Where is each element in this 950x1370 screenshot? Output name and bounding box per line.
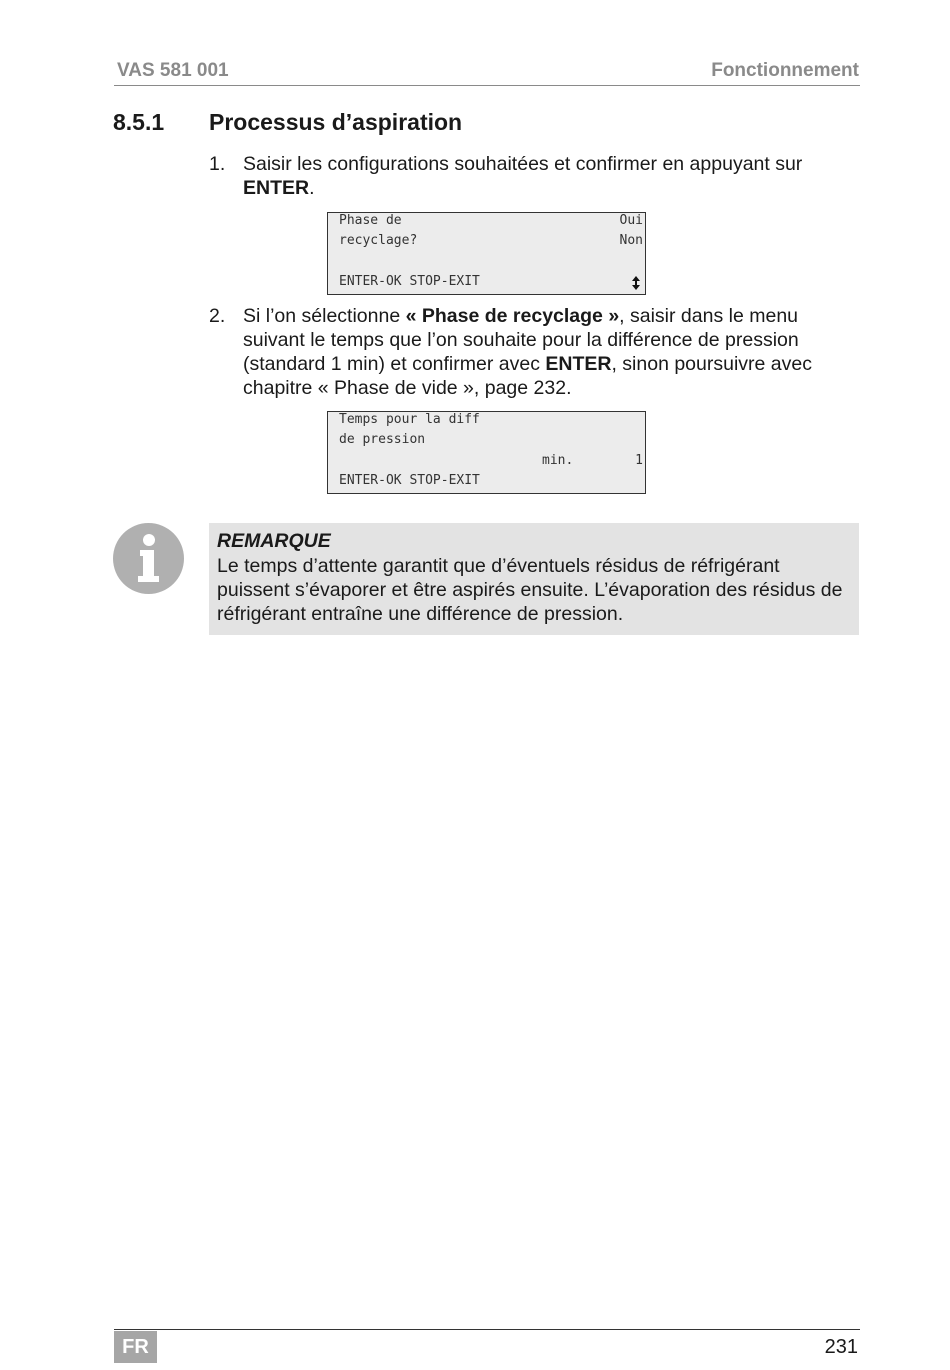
note-title: REMARQUE: [217, 530, 331, 552]
page-number: 231: [824, 1336, 858, 1358]
footer-divider: [114, 1329, 860, 1330]
step-text: [243, 152, 853, 200]
step-text-bold: ENTER: [545, 353, 612, 375]
step-text-part: Si l’on sélectionne: [243, 305, 406, 327]
step-text-bold: « Phase de recyclage »: [405, 305, 620, 327]
lcd-value: 1: [635, 453, 643, 468]
lcd-option-yes: Oui: [619, 213, 643, 228]
lcd-option-no: Non: [619, 233, 643, 248]
chapter-title: Fonctionnement: [711, 60, 859, 81]
lcd-line: ENTER-OK STOP-EXIT: [339, 274, 480, 289]
language-badge: FR: [114, 1331, 157, 1363]
lcd-line: de pression: [339, 432, 426, 447]
step-text-part: .: [309, 177, 315, 199]
lcd-line: recyclage?: [339, 233, 418, 248]
step-number: 2.: [209, 305, 226, 327]
info-icon: [113, 523, 184, 594]
section-title: Processus d’aspiration: [209, 109, 463, 135]
header-divider: [114, 85, 860, 86]
lcd-display-recycling: [327, 212, 646, 295]
step-text-part: , saisir dans le menu suivant le temps que l’on souhaite pour la différence de pression (standard 1 min) et confirmer avec: [243, 305, 799, 375]
lcd-display-pressure-time: [327, 411, 646, 494]
step-text-part: Saisir les configurations souhaitées et confirmer en appuyant sur: [243, 153, 803, 175]
lcd-unit: min.: [542, 453, 574, 468]
lcd-line: ENTER-OK STOP-EXIT: [339, 473, 480, 488]
doc-reference: VAS 581 001: [117, 60, 229, 81]
step-text: [243, 304, 853, 400]
step-number: 1.: [209, 153, 226, 175]
step-text-bold: ENTER: [243, 177, 310, 199]
lcd-line: Phase de: [339, 213, 402, 228]
lcd-line: Temps pour la diff: [339, 412, 480, 427]
step-text-part: , sinon poursuivre avec chapitre « Phase de vide », page 232.: [243, 353, 812, 399]
section-number: 8.5.1: [113, 109, 165, 135]
up-down-arrow-icon: [631, 275, 641, 291]
note-text: Le temps d’attente garantit que d’éventuels résidus de réfrigérant puissent s’évaporer et être aspirés ensuite. L’évaporation des résidus de réfrigérant entraîne une différence de pression.: [217, 555, 843, 625]
note-box: [209, 523, 859, 635]
